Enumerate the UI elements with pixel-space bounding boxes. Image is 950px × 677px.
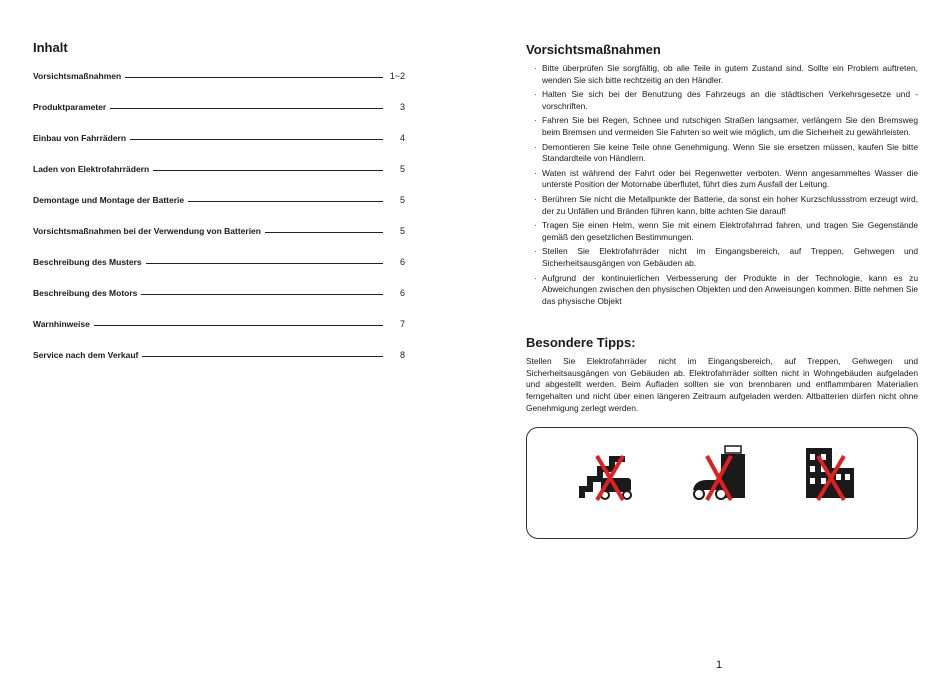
toc-entry-page: 5 [399,164,405,174]
table-of-contents [33,40,405,381]
list-item-text: Halten Sie sich bei der Benutzung des Fahrzeugs an die städtischen Verkehrsgesetze und -vorschriften. [542,89,918,111]
list-item [526,115,918,138]
bullet-icon: · [534,89,537,100]
list-item-text: Fahren Sie bei Regen, Schnee und rutschigen Straßen langsamer, verlängern Sie den Bremsweg beim Bremsen und vermeiden Sie Fahrten so weit wie möglich, um die Sicherheit zu gewährleisten. [542,115,918,137]
list-item-text: Stellen Sie Elektrofahrräder nicht im Eingangsbereich, auf Treppen, Gehwegen und Sicherheitsausgängen von Gebäuden ab. [542,246,918,268]
toc-entry-page: 7 [399,319,405,329]
list-item-text: Demontieren Sie keine Teile ohne Genehmigung. Wenn Sie sie ersetzen müssen, kaufen Sie bitte Standardteile von Händlern. [542,141,918,164]
toc-entry-page: 4 [399,133,405,143]
toc-entry[interactable] [33,102,405,133]
list-item [526,246,918,269]
toc-entry[interactable] [33,350,405,381]
list-item [526,194,918,217]
toc-entry-label: Warnhinweise [33,319,94,329]
tips-title: Besondere Tipps: [526,335,636,351]
list-item [526,273,918,308]
page-number: 1 [716,659,723,671]
bullet-icon: · [534,246,537,257]
toc-entry-label: Produktparameter [33,102,110,112]
toc-entry-label: Vorsichtsmaßnahmen [33,71,125,81]
toc-entry[interactable] [33,133,405,164]
toc-entry[interactable] [33,288,405,319]
list-item [526,63,918,86]
toc-entry[interactable] [33,195,405,226]
precautions-list [526,63,918,307]
list-item [526,89,918,112]
list-item [526,168,918,191]
toc-entry[interactable] [33,164,405,195]
list-item-text: Bitte überprüfen Sie sorgfältig, ob alle Teile in gutem Zustand sind. Sollte ein Problem auftreten, wenden Sie sich bitte rechtzeitig an den Händler. [542,63,918,85]
toc-entry-page: 1~2 [389,71,405,81]
pictogram-panel [526,427,918,539]
bullet-icon: · [534,167,537,178]
toc-entry-label: Service nach dem Verkauf [33,350,142,360]
list-item-text: Tragen Sie einen Helm, wenn Sie mit einem Elektrofahrrad fahren, und tragen Sie Gegenstände gemäß den gesetzlichen Bestimmungen. [542,220,918,242]
list-item [526,142,918,165]
toc-entry-label: Einbau von Fahrrädern [33,133,130,143]
toc-entry-page: 5 [399,226,405,236]
toc-title: Inhalt [33,40,68,55]
no-parking-on-stairs-icon [577,442,637,502]
no-charging-indoors-icon [689,442,749,502]
list-item-text: Berühren Sie nicht die Metallpunkte der Batterie, da sonst ein hoher Kurzschlussstrom erzeugt wird, der zu Unfällen und Bränden führen kann, bitte achten Sie darauf! [542,193,918,216]
bullet-icon: · [534,115,537,126]
toc-entry-page: 6 [399,288,405,298]
list-item-text: Aufgrund der kontinuierlichen Verbesserung der Produkte in der Technologie, kann es zu Abweichungen zwischen den physischen Objekten und den Anweisungen kommen. Bitte nehmen Sie das physische Objekt [542,272,918,306]
toc-entry[interactable] [33,71,405,102]
tips-text: Stellen Sie Elektrofahrräder nicht im Eingangsbereich, auf Treppen, Gehwegen und Sicherheitsausgängen von Gebäuden ab. Elektrofahrräder sollten nicht in Wohngebäuden aufgeladen und abgestellt werden. Beim Aufladen sollten sie von brennbaren und entflammbaren Materialien ferngehalten und nicht über einen längeren Zeitraum aufgeladen werden. Altbatterien dürfen nicht ohne Genehmigung zerlegt werden. [526,356,918,413]
list-item-text: Waten ist während der Fahrt oder bei Regenwetter verboten. Wenn angesammeltes Wasser die unterste Position der Motornabe überflutet, führt dies zum Ausfall der Leitung. [542,167,918,190]
toc-entry-page: 5 [399,195,405,205]
precautions-section [526,42,918,539]
precautions-title: Vorsichtsmaßnahmen [526,42,661,57]
toc-entry-page: 6 [399,257,405,267]
list-item [526,220,918,243]
toc-entry[interactable] [33,257,405,288]
toc-entry[interactable] [33,319,405,350]
toc-entry-label: Laden von Elektrofahrrädern [33,164,153,174]
toc-entry-page: 8 [399,350,405,360]
bullet-icon: · [534,220,537,231]
bullet-icon: · [534,63,537,73]
toc-entry[interactable] [33,226,405,257]
bullet-icon: · [534,141,537,152]
toc-entry-page: 3 [399,102,405,112]
bullet-icon: · [534,272,537,283]
toc-entry-label: Demontage und Montage der Batterie [33,195,188,205]
toc-entry-label: Beschreibung des Motors [33,288,141,298]
toc-list [33,71,405,381]
no-parking-in-building-icon [802,442,862,502]
bullet-icon: · [534,193,537,204]
toc-entry-label: Beschreibung des Musters [33,257,146,267]
toc-entry-label: Vorsichtsmaßnahmen bei der Verwendung von Batterien [33,226,265,236]
